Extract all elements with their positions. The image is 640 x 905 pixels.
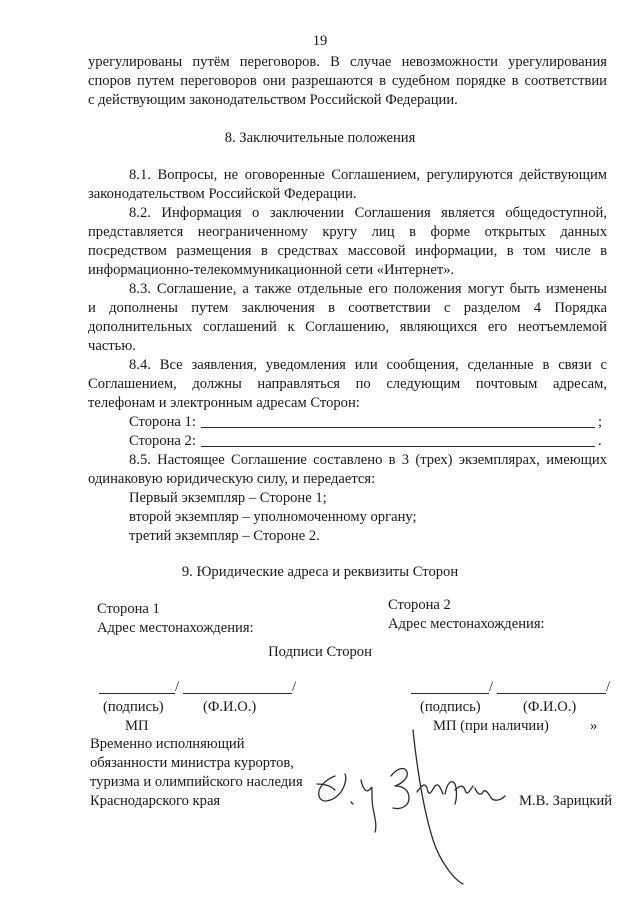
section-9-title: 9. Юридические адреса и реквизиты Сторон — [181, 564, 459, 580]
page-number: 19 — [312, 33, 328, 49]
p84-line-1: 8.4. Все заявления, уведомления или сообщения, сделанные в связи с — [129, 357, 607, 373]
handwritten-signature-icon — [305, 728, 520, 888]
p84-line-2: Соглашением, должны направляться по следующим почтовым адресам, — [88, 376, 607, 392]
party2-stamp-label: МП (при наличии) — [433, 718, 549, 734]
signatory-line-4: Краснодарского края — [90, 793, 221, 809]
party1-address-label: Адрес местонахождения: — [97, 620, 254, 636]
party1-label: Сторона 1: — [129, 414, 196, 430]
party1-line-end: ; — [598, 414, 603, 430]
party2-heading: Сторона 2 — [388, 597, 451, 613]
p81-line-1: 8.1. Вопросы, не оговоренные Соглашением, регулируются действующим — [129, 167, 607, 183]
party2-quote-mark: » — [590, 718, 598, 734]
signatory-name: М.В. Зарицкий — [519, 793, 613, 809]
p83-line-4: частью. — [88, 338, 136, 354]
party1-heading: Сторона 1 — [97, 601, 160, 617]
party1-fio-label: (Ф.И.О.) — [203, 699, 257, 715]
signatory-line-2: обязанности министра курортов, — [90, 755, 294, 771]
signatures-title: Подписи Сторон — [268, 644, 372, 660]
party2-signature-slash: / — [489, 679, 494, 695]
party1-signature-label: (подпись) — [103, 699, 164, 715]
party2-signature-label: (подпись) — [420, 699, 481, 715]
party1-fio-slash: / — [292, 679, 297, 695]
p83-line-3: дополнительных соглашений к Соглашению, являющихся его неотъемлемой — [88, 319, 607, 335]
party2-signature-line[interactable] — [411, 693, 489, 694]
p83-line-1: 8.3. Соглашение, а также отдельные его положения могут быть изменены — [129, 281, 607, 297]
copy-2: второй экземпляр – уполномоченному органу; — [129, 509, 417, 525]
party2-address-label: Адрес местонахождения: — [388, 616, 545, 632]
party2-fio-slash: / — [606, 679, 611, 695]
section-8-title: 8. Заключительные положения — [224, 130, 416, 146]
party2-address-line[interactable] — [201, 446, 595, 447]
intro-line-1: урегулированы путём переговоров. В случае невозможности урегулирования — [88, 54, 607, 70]
p82-line-4: информационно-телекоммуникационной сети «Интернет». — [88, 262, 455, 278]
signatory-line-3: туризма и олимпийского наследия — [90, 774, 303, 790]
party1-signature-slash: / — [175, 679, 180, 695]
p82-line-3: посредством размещения в средствах массовой информации, в том числе в — [88, 243, 607, 259]
party1-stamp-label: МП — [125, 718, 149, 734]
intro-line-3: с действующим законодательством Российской Федерации. — [88, 92, 458, 108]
p82-line-2: представляется неограниченному кругу лиц в форме открытых данных — [88, 224, 607, 240]
p81-line-2: законодательством Российской Федерации. — [88, 186, 357, 202]
intro-line-2: споров путем переговоров они разрешаются в судебном порядке в соответствии — [88, 73, 607, 89]
party1-signature-line[interactable] — [99, 693, 175, 694]
party2-fio-label: (Ф.И.О.) — [523, 699, 577, 715]
p85-line-2: одинаковую юридическую силу, и передается: — [88, 471, 376, 487]
signatory-line-1: Временно исполняющий — [90, 736, 245, 752]
copy-1: Первый экземпляр – Стороне 1; — [129, 490, 327, 506]
party2-fio-line[interactable] — [497, 693, 606, 694]
p83-line-2: и дополнены путем заключения в соответствии с разделом 4 Порядка — [88, 300, 607, 316]
party2-line-end: . — [598, 433, 602, 449]
p82-line-1: 8.2. Информация о заключении Соглашения является общедоступной, — [129, 205, 607, 221]
party1-fio-line[interactable] — [183, 693, 292, 694]
party1-address-line[interactable] — [201, 427, 595, 428]
copy-3: третий экземпляр – Стороне 2. — [129, 528, 320, 544]
p85-line-1: 8.5. Настоящее Соглашение составлено в 3 (трех) экземплярах, имеющих — [129, 452, 607, 468]
party2-label: Сторона 2: — [129, 433, 196, 449]
p84-line-3: телефонам и электронным адресам Сторон: — [88, 395, 360, 411]
